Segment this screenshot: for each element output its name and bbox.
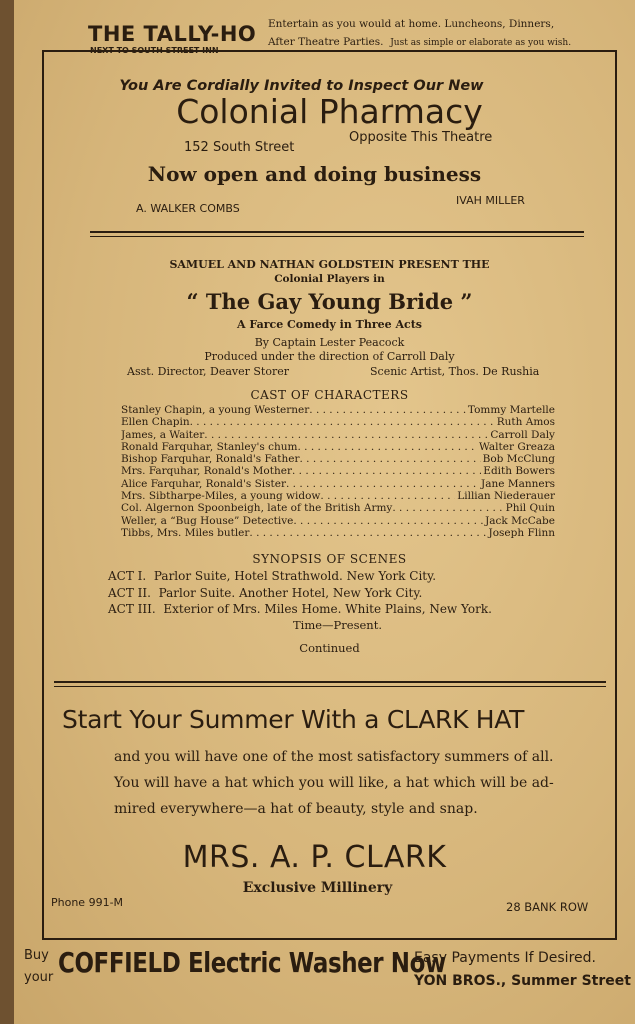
cast-actor: Edith Bowers xyxy=(483,465,555,478)
cast-row xyxy=(121,453,555,465)
act-number: ACT III. xyxy=(108,602,156,616)
washer-your: your xyxy=(24,970,54,985)
tally-ho-line2-small: Just as simple or elaborate as you wish. xyxy=(390,38,572,48)
tally-ho-line1: Entertain as you would at home. Luncheons, Dinners, xyxy=(268,18,555,30)
act-row xyxy=(108,568,492,585)
act-scene: Parlor Suite, Hotel Strathwold. New York City. xyxy=(153,569,437,583)
washer-product: COFFIELD Electric Washer Now xyxy=(58,946,446,979)
cast-actor: Phil Quin xyxy=(505,502,555,515)
cast-role: Mrs. Sibtharpe-Miles, a young widow xyxy=(121,490,321,503)
tally-ho-line2: After Theatre Parties. xyxy=(268,36,384,48)
cast-row xyxy=(121,416,555,428)
cast-actor: Bob McClung xyxy=(482,453,555,466)
cast-row xyxy=(121,404,555,416)
cast-actor: Ruth Amos xyxy=(496,416,555,429)
cast-role: Tibbs, Mrs. Miles butler xyxy=(121,526,250,539)
pharmacy-owner-miller: IVAH MILLER xyxy=(456,194,525,207)
hat-line2: You will have a hat which you will like, a hat which will be ad- xyxy=(114,775,554,791)
cast-role: Alice Farquhar, Ronald's Sister xyxy=(121,477,286,490)
pharmacy-opposite: Opposite This Theatre xyxy=(349,130,493,145)
cast-role: Col. Algernon Spoonbeigh, late of the British Army xyxy=(121,502,393,515)
pharmacy-status: Now open and doing business xyxy=(147,162,482,186)
pharmacy-address: 152 South Street xyxy=(184,140,295,155)
hat-address: 28 BANK ROW xyxy=(506,900,589,914)
cast-actor: Tommy Martelle xyxy=(467,404,555,416)
cast-row xyxy=(121,515,555,527)
asst-director: Asst. Director, Deaver Storer xyxy=(127,365,289,378)
divider-rule xyxy=(90,231,584,233)
play-director: Produced under the direction of Carroll Daly xyxy=(204,350,455,363)
tally-ho-text xyxy=(268,15,608,52)
cast-role: Stanley Chapin, a young Westerner xyxy=(121,404,310,416)
cast-actor: Jane Manners xyxy=(481,477,555,490)
program-page xyxy=(14,0,635,1024)
cast-actor: Carroll Daly xyxy=(490,428,555,441)
hat-line1: and you will have one of the most satisfactory summers of all. xyxy=(114,749,554,765)
act-scene: Parlor Suite. Another Hotel, New York City. xyxy=(158,585,423,600)
cast-role: Ellen Chapin xyxy=(121,416,190,429)
pharmacy-name: Colonial Pharmacy xyxy=(176,92,483,131)
cast-row xyxy=(121,465,555,477)
hat-phone: Phone 991-M xyxy=(51,896,124,909)
synopsis-heading: SYNOPSIS OF SCENES xyxy=(252,552,407,566)
act-row xyxy=(108,585,492,602)
washer-buy: Buy xyxy=(24,948,49,963)
cast-actor: Lillian Niederauer xyxy=(457,490,555,503)
cast-role: Weller, a “Bug House” Detective xyxy=(121,514,294,527)
act-row xyxy=(108,601,492,618)
scenic-artist: Scenic Artist, Thos. De Rushia xyxy=(370,365,540,378)
cast-row xyxy=(121,527,555,539)
play-title: “ The Gay Young Bride ” xyxy=(186,289,473,314)
hat-shop-name: MRS. A. P. CLARK xyxy=(182,840,447,875)
tally-ho-location: NEXT TO SOUTH STREET INN xyxy=(90,46,219,55)
washer-payments: Easy Payments If Desired. xyxy=(414,950,596,966)
divider-rule-thin xyxy=(90,236,584,237)
cast-actor: Joseph Flinn xyxy=(488,526,555,539)
play-time: Time—Present. xyxy=(293,618,382,632)
pharmacy-owner-combs: A. WALKER COMBS xyxy=(136,202,240,215)
hat-tagline: Exclusive Millinery xyxy=(242,880,393,896)
cast-list xyxy=(121,404,555,539)
cast-row xyxy=(121,502,555,514)
hat-line3: mired everywhere—a hat of beauty, style and snap. xyxy=(114,801,478,817)
continued-note: Continued xyxy=(299,641,360,655)
hat-copy xyxy=(114,744,554,822)
cast-row xyxy=(121,429,555,441)
act-number: ACT I. xyxy=(108,569,147,583)
cast-row xyxy=(121,490,555,502)
cast-row xyxy=(121,441,555,453)
play-subtitle: A Farce Comedy in Three Acts xyxy=(237,318,422,331)
hat-headline: Start Your Summer With a CLARK HAT xyxy=(62,705,525,734)
divider-rule-thin xyxy=(54,686,606,687)
cast-heading: CAST OF CHARACTERS xyxy=(250,388,409,402)
cast-role: Ronald Farquhar, Stanley's chum xyxy=(121,440,298,453)
cast-role: Mrs. Farquhar, Ronald's Mother xyxy=(121,465,292,478)
cast-row xyxy=(121,478,555,490)
cast-role: James, a Waiter xyxy=(121,428,205,441)
program-presenters: SAMUEL AND NATHAN GOLDSTEIN PRESENT THE xyxy=(169,258,490,271)
washer-dealer: YON BROS., Summer Street xyxy=(414,973,631,989)
cast-actor: Jack McCabe xyxy=(485,514,555,527)
synopsis-acts xyxy=(108,568,492,618)
cast-actor: Walter Greaza xyxy=(479,440,555,453)
cast-role: Bishop Farquhar, Ronald's Father xyxy=(121,453,300,466)
pharmacy-invite: You Are Cordially Invited to Inspect Our New xyxy=(119,78,484,94)
play-author: By Captain Lester Peacock xyxy=(254,336,405,349)
act-number: ACT II. xyxy=(108,585,151,600)
act-scene: Exterior of Mrs. Miles Home. White Plains, New York. xyxy=(163,602,492,616)
divider-rule xyxy=(54,681,606,683)
tally-ho-name: THE TALLY-HO xyxy=(88,22,257,46)
washer-buy-your xyxy=(24,945,53,989)
program-company: Colonial Players in xyxy=(274,273,385,285)
